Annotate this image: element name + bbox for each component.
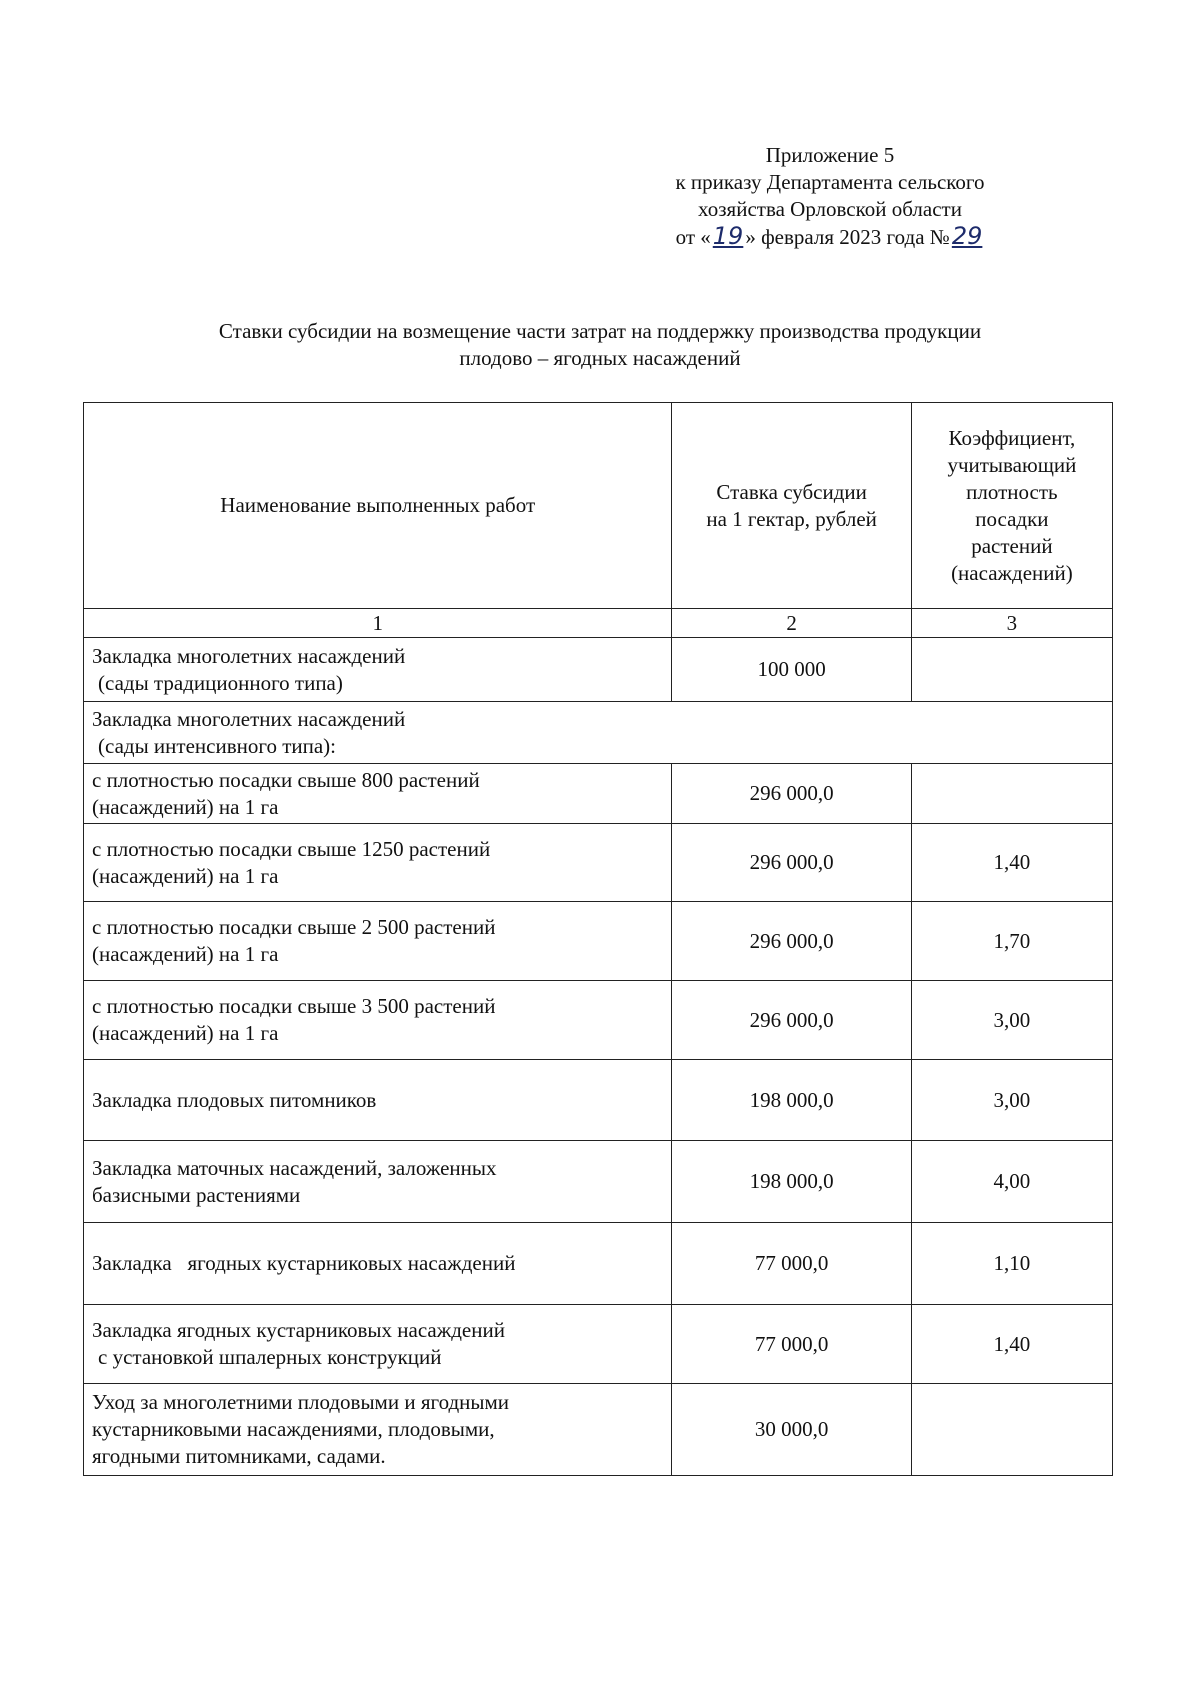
rate-cell: 198 000,0 xyxy=(672,1060,911,1141)
header-coef-line: растений xyxy=(971,533,1053,558)
rate-cell: 198 000,0 xyxy=(672,1141,911,1223)
order-reference-line1: к приказу Департамента сельского xyxy=(675,170,985,194)
table-row xyxy=(84,1305,1113,1384)
date-middle: » февраля 2023 года № xyxy=(745,225,950,249)
rate-cell: 77 000,0 xyxy=(672,1223,911,1305)
work-line: с установкой шпалерных конструкций xyxy=(98,1345,442,1369)
table-header-row xyxy=(84,403,1113,609)
coefficient-cell xyxy=(911,764,1112,824)
work-line: кустарниковыми насаждениями, плодовыми, xyxy=(92,1417,495,1441)
work-line: (насаждений) на 1 га xyxy=(92,863,279,888)
appendix-header xyxy=(560,142,1100,251)
work-name-cell xyxy=(84,1384,672,1476)
work-line: (сады традиционного типа) xyxy=(98,670,343,695)
coefficient-cell: 3,00 xyxy=(911,1060,1112,1141)
table-row xyxy=(84,981,1113,1060)
column-number: 3 xyxy=(911,609,1112,638)
work-name-cell xyxy=(84,824,672,902)
coefficient-cell xyxy=(911,638,1112,702)
work-line: с плотностью посадки свыше 2 500 растений xyxy=(92,915,496,939)
rate-cell: 77 000,0 xyxy=(672,1305,911,1384)
work-line: (насаждений) на 1 га xyxy=(92,1021,279,1045)
rate-cell: 30 000,0 xyxy=(672,1384,911,1476)
work-name-cell xyxy=(84,902,672,981)
header-coef-line: посадки xyxy=(975,506,1049,531)
work-line: Закладка ягодных кустарниковых насаждений xyxy=(92,1251,516,1275)
table-row xyxy=(84,764,1113,824)
header-rate-line2: на 1 гектар, рублей xyxy=(706,506,877,531)
appendix-number: Приложение 5 xyxy=(765,143,895,167)
coefficient-cell xyxy=(911,1384,1112,1476)
coefficient-cell: 1,40 xyxy=(911,1305,1112,1384)
table-row xyxy=(84,902,1113,981)
header-rate-line1: Ставка субсидии xyxy=(716,479,867,504)
rate-cell: 296 000,0 xyxy=(672,981,911,1060)
coefficient-cell: 4,00 xyxy=(911,1141,1112,1223)
work-line: (насаждений) на 1 га xyxy=(92,794,279,819)
work-name-cell xyxy=(84,1223,672,1305)
handwritten-order-number: 29 xyxy=(951,222,983,250)
work-line: (сады интенсивного типа): xyxy=(98,733,337,758)
work-name-cell xyxy=(84,1060,672,1141)
order-reference-line2: хозяйства Орловской области xyxy=(698,197,962,221)
table-row xyxy=(84,1141,1113,1223)
coefficient-cell: 1,10 xyxy=(911,1223,1112,1305)
rate-cell: 100 000 xyxy=(672,638,911,702)
work-line: с плотностью посадки свыше 800 растений xyxy=(92,767,480,792)
work-line: Закладка ягодных кустарниковых насаждений xyxy=(92,1318,505,1342)
table-row xyxy=(84,1384,1113,1476)
work-line: Уход за многолетними плодовыми и ягодными xyxy=(92,1390,510,1414)
work-line: Закладка маточных насаждений, заложенных xyxy=(92,1155,497,1180)
column-numbers-row xyxy=(84,609,1113,638)
work-name-cell xyxy=(84,638,672,702)
header-coef-line: Коэффициент, xyxy=(948,425,1076,450)
column-number: 2 xyxy=(672,609,911,638)
header-coef-line: учитывающий xyxy=(947,452,1077,477)
work-line: Закладка плодовых питомников xyxy=(92,1087,377,1112)
column-number: 1 xyxy=(84,609,672,638)
coefficient-cell: 3,00 xyxy=(911,981,1112,1060)
table-row xyxy=(84,638,1113,702)
rate-cell: 296 000,0 xyxy=(672,824,911,902)
header-coef-line: (насаждений) xyxy=(951,560,1073,585)
work-line: Закладка многолетних насаждений xyxy=(92,643,406,668)
work-line: Закладка многолетних насаждений xyxy=(92,706,406,731)
subsidy-rates-table xyxy=(83,402,1113,1476)
date-prefix: от « xyxy=(675,225,711,249)
work-line: (насаждений) на 1 га xyxy=(92,942,279,966)
header-rate xyxy=(672,403,911,609)
header-coef-line: плотность xyxy=(966,479,1058,504)
handwritten-day: 19 xyxy=(712,222,744,250)
work-line: базисными растениями xyxy=(92,1182,301,1207)
work-line: с плотностью посадки свыше 3 500 растений xyxy=(92,994,496,1018)
header-work-name: Наименование выполненных работ xyxy=(84,403,672,609)
coefficient-cell: 1,40 xyxy=(911,824,1112,902)
work-line: с плотностью посадки свыше 1250 растений xyxy=(92,836,491,861)
header-coefficient xyxy=(911,403,1112,609)
work-name-cell xyxy=(84,764,672,824)
rate-cell: 296 000,0 xyxy=(672,764,911,824)
work-name-cell xyxy=(84,1141,672,1223)
work-name-cell xyxy=(84,1305,672,1384)
table-row xyxy=(84,1223,1113,1305)
coefficient-cell: 1,70 xyxy=(911,902,1112,981)
title-line2: плодово – ягодных насаждений xyxy=(459,346,741,370)
table-row xyxy=(84,702,1113,764)
work-line: ягодными питомниками, садами. xyxy=(92,1444,386,1468)
table-row xyxy=(84,1060,1113,1141)
title-line1: Ставки субсидии на возмещение части затрат на поддержку производства продукции xyxy=(218,319,982,343)
document-title xyxy=(130,318,1070,372)
rate-cell: 296 000,0 xyxy=(672,902,911,981)
work-name-cell xyxy=(84,981,672,1060)
table-row xyxy=(84,824,1113,902)
section-heading-cell xyxy=(84,702,1113,764)
order-date-line xyxy=(560,223,1100,251)
